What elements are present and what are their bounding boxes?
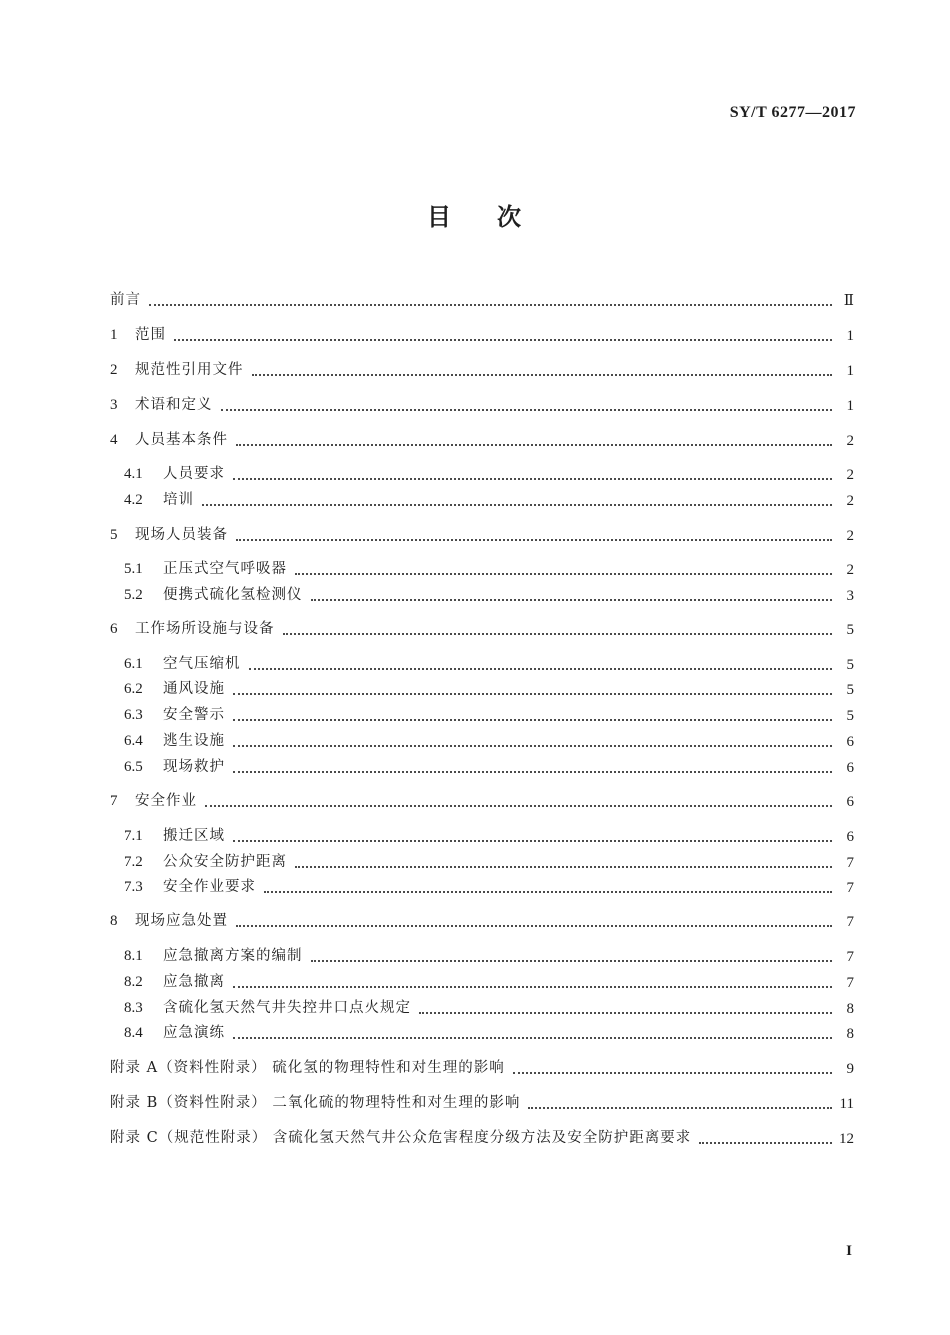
toc-entry-number: 6.5: [124, 759, 143, 775]
toc-entry-number: 6.4: [124, 733, 143, 749]
toc-entry-page: 3: [846, 588, 854, 604]
toc-entry-title: 公众安全防护距离: [163, 854, 287, 870]
toc-entry-number: 5.1: [124, 561, 143, 577]
toc-entry-number: 2: [110, 362, 118, 378]
toc-leader-dots: [233, 745, 832, 747]
toc-leader-dots: [236, 539, 832, 541]
toc-entry-title: 正压式空气呼吸器: [163, 561, 287, 577]
toc-entry[interactable]: [0, 678, 950, 700]
toc-entry-title: 范围: [135, 327, 166, 343]
toc-entry-number: 8.3: [124, 1000, 143, 1016]
toc-entry[interactable]: [0, 524, 950, 546]
toc-entry-number: 6.1: [124, 656, 143, 672]
toc-title-part1: 目: [427, 203, 453, 231]
toc-entry[interactable]: [0, 704, 950, 726]
toc-entry-page: 7: [846, 914, 854, 930]
toc-leader-dots: [264, 891, 832, 893]
toc-entry-title: 前言: [110, 292, 141, 308]
toc-entry-title: 应急撤离: [163, 974, 225, 990]
toc-leader-dots: [205, 805, 832, 807]
toc-entry[interactable]: [0, 324, 950, 346]
toc-entry-page: 7: [846, 975, 854, 991]
toc-entry-page: 5: [846, 622, 854, 638]
toc-entry[interactable]: [0, 463, 950, 485]
toc-leader-dots: [174, 339, 832, 341]
toc-entry-number: 3: [110, 397, 118, 413]
toc-entry-number: 7.2: [124, 854, 143, 870]
toc-entry-page: 6: [846, 760, 854, 776]
toc-entry[interactable]: [0, 851, 950, 873]
toc-entry[interactable]: [0, 790, 950, 812]
toc-entry[interactable]: [0, 584, 950, 606]
toc-entry-page: 2: [846, 467, 854, 483]
toc-entry[interactable]: [0, 489, 950, 511]
toc-leader-dots: [233, 693, 832, 695]
toc-entry-title: 便携式硫化氢检测仪: [163, 587, 303, 603]
toc-entry-title: 通风设施: [163, 681, 225, 697]
toc-entry-number: 1: [110, 327, 118, 343]
toc-leader-dots: [699, 1142, 832, 1144]
toc-entry-title: 安全作业: [135, 793, 197, 809]
toc-entry-page: 8: [846, 1001, 854, 1017]
toc-leader-dots: [295, 573, 832, 575]
toc-entry-title: 应急演练: [163, 1025, 225, 1041]
toc-entry-number: 7.3: [124, 879, 143, 895]
toc-entry-title: 培训: [163, 492, 194, 508]
toc-entry[interactable]: [0, 558, 950, 580]
toc-entry-title: 搬迁区域: [163, 828, 225, 844]
toc-leader-dots: [236, 925, 832, 927]
toc-entry[interactable]: [0, 825, 950, 847]
toc-entry-number: 8.4: [124, 1025, 143, 1041]
toc-entry-title: 逃生设施: [163, 733, 225, 749]
toc-entry-page: 1: [846, 363, 854, 379]
toc-entry-page: 12: [839, 1131, 854, 1147]
toc-entry-title: 附录 C（规范性附录） 含硫化氢天然气井公众危害程度分级方法及安全防护距离要求: [110, 1130, 692, 1146]
toc-entry-page: 1: [846, 398, 854, 414]
toc-leader-dots: [252, 374, 833, 376]
toc-entry[interactable]: [0, 997, 950, 1019]
toc-entry-page: 2: [846, 433, 854, 449]
toc-entry[interactable]: [0, 359, 950, 381]
toc-entry-page: 8: [846, 1026, 854, 1042]
toc-entry-title: 安全作业要求: [163, 879, 256, 895]
toc-entry-page: 6: [846, 794, 854, 810]
toc-leader-dots: [513, 1072, 832, 1074]
toc-entry[interactable]: [0, 1092, 950, 1114]
toc-entry-title: 附录 A（资料性附录） 硫化氢的物理特性和对生理的影响: [110, 1060, 505, 1076]
toc-leader-dots: [233, 719, 832, 721]
toc-entry-page: 5: [846, 682, 854, 698]
toc-entry-number: 7: [110, 793, 118, 809]
toc-entry-title: 术语和定义: [135, 397, 213, 413]
toc-entry-number: 4.2: [124, 492, 143, 508]
toc-entry-page: 7: [846, 855, 854, 871]
toc-entry-number: 5.2: [124, 587, 143, 603]
toc-entry-page: 2: [846, 562, 854, 578]
toc-entry-page: Ⅱ: [843, 293, 854, 309]
toc-entry-title: 附录 B（资料性附录） 二氧化硫的物理特性和对生理的影响: [110, 1095, 521, 1111]
toc-entry[interactable]: [0, 876, 950, 898]
page-number: I: [846, 1243, 852, 1259]
toc-entry[interactable]: [0, 971, 950, 993]
toc-entry[interactable]: [0, 289, 950, 311]
toc-entry[interactable]: [0, 394, 950, 416]
toc-entry-title: 空气压缩机: [163, 656, 241, 672]
toc-leader-dots: [311, 599, 833, 601]
toc-entry-title: 规范性引用文件: [135, 362, 244, 378]
toc-entry-number: 6.2: [124, 681, 143, 697]
toc-entry-number: 6.3: [124, 707, 143, 723]
toc-entry-page: 7: [846, 880, 854, 896]
toc-leader-dots: [233, 1037, 832, 1039]
toc-entry-title: 现场应急处置: [135, 913, 228, 929]
toc-entry-page: 1: [846, 328, 854, 344]
toc-entry-number: 8: [110, 913, 118, 929]
toc-entry-number: 4.1: [124, 466, 143, 482]
toc-leader-dots: [233, 478, 832, 480]
toc-leader-dots: [249, 668, 833, 670]
toc-entry-number: 6: [110, 621, 118, 637]
toc-entry-number: 4: [110, 432, 118, 448]
toc-leader-dots: [202, 504, 832, 506]
toc-leader-dots: [295, 866, 832, 868]
toc-entry-number: 8.1: [124, 948, 143, 964]
toc-leader-dots: [149, 304, 832, 306]
toc-entry[interactable]: [0, 653, 950, 675]
toc-entry[interactable]: [0, 910, 950, 932]
toc-entry[interactable]: [0, 756, 950, 778]
toc-entry-page: 11: [839, 1096, 854, 1112]
toc-entry-page: 6: [846, 734, 854, 750]
toc-leader-dots: [236, 444, 832, 446]
toc-entry-title: 工作场所设施与设备: [135, 621, 275, 637]
toc-entry[interactable]: [0, 1057, 950, 1079]
toc-entry[interactable]: [0, 730, 950, 752]
toc-entry-page: 7: [846, 949, 854, 965]
toc-leader-dots: [419, 1012, 832, 1014]
toc-entry-page: 5: [846, 708, 854, 724]
toc-entry-title: 人员要求: [163, 466, 225, 482]
toc-leader-dots: [283, 633, 833, 635]
toc-leader-dots: [311, 960, 833, 962]
toc-entry-page: 6: [846, 829, 854, 845]
toc-entry[interactable]: [0, 1127, 950, 1149]
toc-entry-title: 安全警示: [163, 707, 225, 723]
toc-entry[interactable]: [0, 945, 950, 967]
toc-leader-dots: [221, 409, 833, 411]
toc-entry[interactable]: [0, 429, 950, 451]
toc-leader-dots: [528, 1107, 832, 1109]
toc-entry-number: 7.1: [124, 828, 143, 844]
toc-entry-number: 5: [110, 527, 118, 543]
document-code: SY/T 6277—2017: [729, 104, 856, 121]
toc-leader-dots: [233, 771, 832, 773]
toc-entry-number: 8.2: [124, 974, 143, 990]
toc-title-part2: 次: [497, 203, 523, 231]
toc-entry[interactable]: [0, 618, 950, 640]
toc-entry-title: 现场人员装备: [135, 527, 228, 543]
toc-entry-title: 人员基本条件: [135, 432, 228, 448]
toc-entry-page: 5: [846, 657, 854, 673]
toc-entry-page: 2: [846, 493, 854, 509]
toc-entry-page: 2: [846, 528, 854, 544]
toc-entry-title: 含硫化氢天然气井失控井口点火规定: [163, 1000, 411, 1016]
toc-entry[interactable]: [0, 1022, 950, 1044]
toc-entry-page: 9: [846, 1061, 854, 1077]
toc-leader-dots: [233, 840, 832, 842]
toc-entry-title: 现场救护: [163, 759, 225, 775]
toc-entry-title: 应急撤离方案的编制: [163, 948, 303, 964]
toc-leader-dots: [233, 986, 832, 988]
